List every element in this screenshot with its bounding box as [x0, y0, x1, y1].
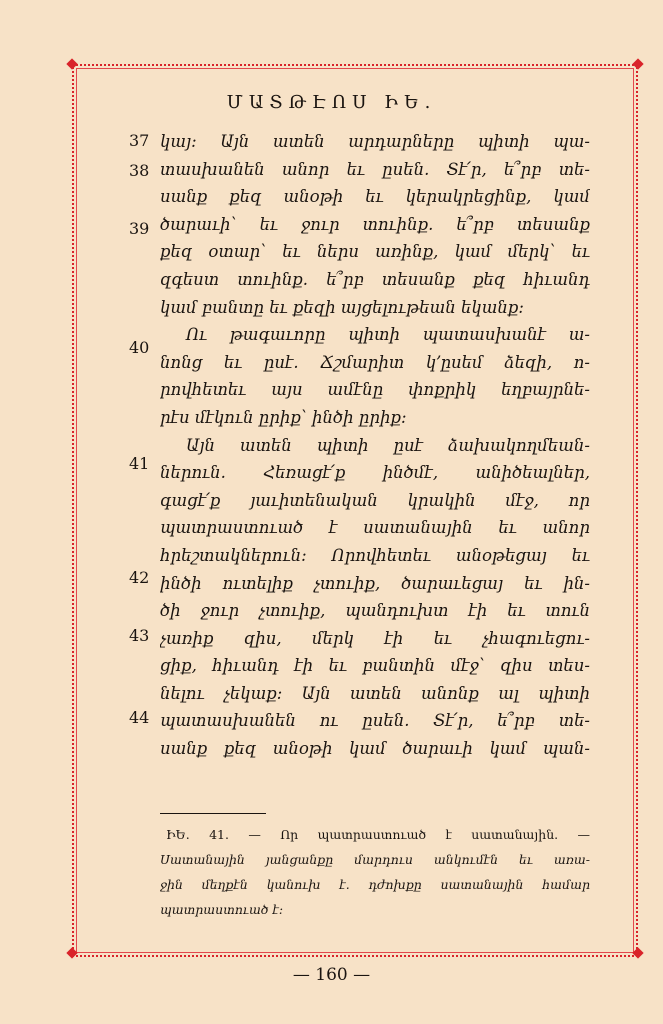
running-head: ՄԱՏԹԷՈՍ ԻԵ.: [226, 92, 437, 113]
footnote: [160, 822, 590, 922]
text-line: սանք քեզ անօթի եւ կերակրեցինք, կամ: [160, 187, 590, 207]
text-line: Այն ատեն պիտի ըսէ ձախակողմեան-: [186, 435, 590, 455]
text-line: ներուն. Հեռացէ՛ք ինծմէ, անիծեալներ,: [160, 463, 590, 483]
text-line: չառիք զիս, մերկ էի եւ չհագուեցու-: [160, 628, 590, 648]
text-line: ծի ջուր չտուիք, պանդուխտ էի եւ տուն: [160, 601, 590, 621]
text-line: ցիք, հիւանդ էի եւ բանտին մէջ՝ զիս տես-: [160, 656, 590, 676]
footnote-line: Սատանային յանցանքը մարդուս անկումէն եւ առա-: [160, 852, 590, 867]
verse-number: 43: [129, 626, 150, 645]
text-line: քեզ օտար՝ եւ ներս առինք, կամ մերկ՝ եւ: [160, 242, 590, 262]
text-line: ինծի ուտելիք չտուիք, ծարաւեցայ եւ ին-: [160, 573, 590, 593]
footnote-line: ԻԵ. 41. — Որ պատրաստուած է սատանային. —: [166, 827, 590, 842]
footnote-rule: [160, 813, 266, 814]
body-text: [160, 128, 590, 763]
text-line: զգեստ տուինք. ե՞րբ տեսանք քեզ հիւանդ: [160, 269, 590, 289]
footnote-line: ջին մեղքէն կանուխ է. դժոխքը սատանային համար: [160, 877, 590, 892]
page-number: — 160 —: [292, 965, 371, 985]
verse-number: 37: [129, 131, 150, 150]
text-line: հրեշտակներուն: Որովհետեւ անօթեցայ եւ: [160, 545, 590, 565]
verse-number: 40: [129, 338, 150, 357]
text-line: Ու թագաւորը պիտի պատասխանէ ա-: [186, 325, 590, 345]
footnote-line: պատրաստուած է:: [160, 902, 284, 917]
text-line: ծարաւի՝ եւ ջուր տուինք. ե՞րբ տեսանք: [160, 214, 590, 234]
text-line: տասխանեն անոր եւ ըսեն. Տէ՛ր, ե՞րբ տե-: [160, 159, 590, 179]
text-line: գացէ՛ք յաւիտենական կրակին մէջ, որ: [160, 490, 590, 510]
verse-number: 39: [129, 219, 150, 238]
text-line: պատասխանեն ու ըսեն. Տէ՛ր, ե՞րբ տե-: [160, 711, 590, 731]
text-line: սանք քեզ անօթի կամ ծարաւի կամ պան-: [160, 739, 590, 759]
text-line: րէս մէկուն ըրիք՝ ինծի ըրիք:: [160, 407, 407, 427]
text-line: կամ բանտը եւ քեզի այցելութեան եկանք:: [160, 297, 524, 317]
verse-number: 41: [129, 454, 150, 473]
verse-number: 42: [129, 568, 150, 587]
text-line: նելու չեկաք: Այն ատեն անոնք ալ պիտի: [160, 683, 590, 703]
text-line: կայ: Այն ատեն արդարները պիտի պա-: [160, 132, 590, 151]
text-line: պատրաստուած է սատանային եւ անոր: [160, 518, 590, 538]
verse-number: 44: [129, 708, 150, 727]
text-line: րովհետեւ այս ամէնը փոքրիկ եղբայրնե-: [160, 380, 590, 400]
verse-number: 38: [129, 161, 150, 180]
text-line: նոնց եւ ըսէ. Ճշմարիտ կ՚ըսեմ ձեզի, ո-: [160, 352, 590, 372]
